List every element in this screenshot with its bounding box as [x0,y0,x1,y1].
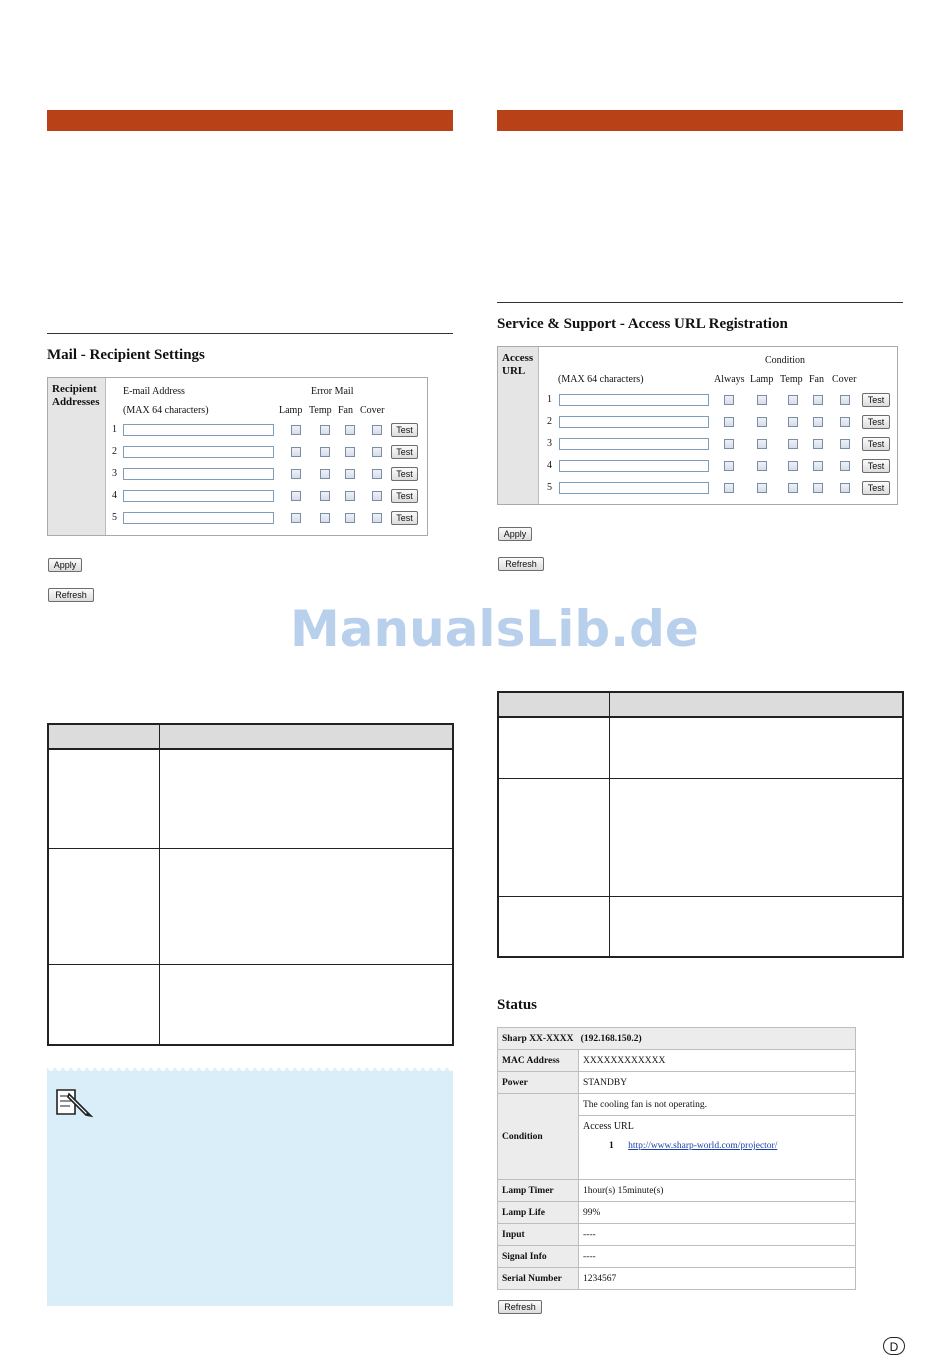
service-check-lamp[interactable] [757,483,767,493]
note-scallop-edge [47,1068,453,1074]
access-url-input[interactable] [559,416,709,428]
input-label: Input [498,1224,579,1246]
status-row-power [498,1072,856,1094]
access-url-link[interactable]: http://www.sharp-world.com/projector/ [628,1141,778,1151]
mail-check-fan[interactable] [345,447,355,457]
service-apply-button[interactable]: Apply [498,527,532,541]
mail-check-cover[interactable] [372,469,382,479]
status-row-condition [498,1094,856,1116]
note-box [47,1068,453,1306]
mail-row-number: 4 [112,490,117,501]
mail-check-fan[interactable] [345,425,355,435]
service-test-button[interactable]: Test [862,481,890,495]
left-divider [47,333,453,334]
service-check-always[interactable] [724,461,734,471]
mail-check-label-temp: Temp [309,405,332,416]
mail-apply-button[interactable]: Apply [48,558,82,572]
access-url-panel [497,346,898,505]
service-check-lamp[interactable] [757,417,767,427]
mail-email-input[interactable] [123,512,274,524]
service-check-always[interactable] [724,395,734,405]
service-check-cover[interactable] [840,461,850,471]
device-ip: (192.168.150.2) [580,1033,642,1044]
power-value: STANDBY [579,1072,856,1094]
service-check-label-lamp: Lamp [750,374,774,385]
service-row-number: 4 [547,460,552,471]
right-table-row-divider [499,896,902,897]
service-row-number: 2 [547,416,552,427]
service-row-number: 1 [547,394,552,405]
mail-email-input[interactable] [123,490,274,502]
mail-test-button[interactable]: Test [391,423,418,437]
status-title-row [498,1028,856,1050]
mail-check-cover[interactable] [372,491,382,501]
left-table-row-divider [49,848,452,849]
left-section-bar [47,110,453,131]
lamp-life-label: Lamp Life [498,1202,579,1224]
right-info-table [497,691,904,958]
status-table [497,1027,856,1290]
mail-check-label-cover: Cover [360,405,385,416]
status-heading: Status [497,997,538,1013]
mail-check-lamp[interactable] [291,513,301,523]
mail-check-temp[interactable] [320,491,330,501]
lamp-timer-label: Lamp Timer [498,1180,579,1202]
access-url-number: 1 [609,1141,614,1151]
condition-value: The cooling fan is not operating. [579,1094,856,1116]
mail-check-fan[interactable] [345,469,355,479]
service-test-button[interactable]: Test [862,415,890,429]
status-row-lamp-life [498,1202,856,1224]
mail-row-number: 1 [112,424,117,435]
lamp-timer-value: 1hour(s) 15minute(s) [579,1180,856,1202]
mail-col-email: E-mail Address [123,386,185,397]
mail-check-fan[interactable] [345,491,355,501]
service-col-condition: Condition [765,355,806,366]
status-row-lamp-timer [498,1180,856,1202]
right-divider [497,302,903,303]
mail-email-input[interactable] [123,446,274,458]
service-check-cover[interactable] [840,417,850,427]
service-check-label-cover: Cover [832,374,857,385]
mail-test-button[interactable]: Test [391,445,418,459]
service-row-number: 5 [547,482,552,493]
service-check-lamp[interactable] [757,395,767,405]
mail-check-lamp[interactable] [291,491,301,501]
mail-check-temp[interactable] [320,425,330,435]
service-check-fan[interactable] [813,417,823,427]
right-table-row-divider [499,778,902,779]
watermark: ManualsLib.de [290,600,699,658]
left-table-header [49,725,452,750]
access-url-label: Access URL [583,1121,634,1132]
status-row-mac [498,1050,856,1072]
device-name: Sharp XX-XXXX [502,1033,574,1044]
mail-check-temp[interactable] [320,469,330,479]
power-label: Power [498,1072,579,1094]
left-info-table [47,723,454,1046]
mac-address-value: XXXXXXXXXXXX [579,1050,856,1072]
mail-check-fan[interactable] [345,513,355,523]
mail-check-cover[interactable] [372,513,382,523]
mail-heading: Mail - Recipient Settings [47,347,205,363]
mail-col-max: (MAX 64 characters) [123,405,209,416]
service-check-lamp[interactable] [757,461,767,471]
service-refresh-button[interactable]: Refresh [498,557,544,571]
service-check-always[interactable] [724,417,734,427]
condition-label: Condition [498,1094,579,1180]
access-url-input[interactable] [559,482,709,494]
mail-check-cover[interactable] [372,425,382,435]
mail-check-lamp[interactable] [291,469,301,479]
mail-test-button[interactable]: Test [391,489,418,503]
right-section-bar [497,110,903,131]
mail-check-cover[interactable] [372,447,382,457]
service-col-max: (MAX 64 characters) [558,374,644,385]
serial-number-value: 1234567 [579,1268,856,1290]
input-value: ---- [579,1224,856,1246]
service-check-temp[interactable] [788,395,798,405]
service-check-temp[interactable] [788,439,798,449]
service-heading: Service & Support - Access URL Registration [497,316,788,332]
mail-col-error-mail: Error Mail [311,386,354,397]
status-row-signal-info [498,1246,856,1268]
status-row-serial [498,1268,856,1290]
service-check-temp[interactable] [788,461,798,471]
mail-check-label-lamp: Lamp [279,405,303,416]
service-check-lamp[interactable] [757,439,767,449]
mail-check-temp[interactable] [320,447,330,457]
mail-check-lamp[interactable] [291,447,301,457]
mail-recipient-panel [47,377,428,536]
access-url-input[interactable] [559,394,709,406]
status-refresh-button[interactable]: Refresh [498,1300,542,1314]
pencil-note-icon [53,1084,95,1120]
access-url-input[interactable] [559,438,709,450]
mail-check-temp[interactable] [320,513,330,523]
mail-row-number: 3 [112,468,117,479]
service-check-temp[interactable] [788,417,798,427]
service-test-button[interactable]: Test [862,393,890,407]
mail-email-input[interactable] [123,468,274,480]
mail-row-number: 5 [112,512,117,523]
serial-number-label: Serial Number [498,1268,579,1290]
access-url-input[interactable] [559,460,709,472]
service-side-label: Access URL [502,352,534,377]
mail-email-input[interactable] [123,424,274,436]
service-test-button[interactable]: Test [862,437,890,451]
right-table-header [499,693,902,718]
service-check-fan[interactable] [813,395,823,405]
mail-check-label-fan: Fan [338,405,353,416]
signal-info-label: Signal Info [498,1246,579,1268]
service-check-cover[interactable] [840,395,850,405]
service-check-cover[interactable] [840,483,850,493]
left-table-row-divider [49,964,452,965]
service-check-temp[interactable] [788,483,798,493]
service-row-number: 3 [547,438,552,449]
mail-test-button[interactable]: Test [391,467,418,481]
service-check-always[interactable] [724,483,734,493]
mail-check-lamp[interactable] [291,425,301,435]
mail-refresh-button[interactable]: Refresh [48,588,94,602]
service-check-cover[interactable] [840,439,850,449]
signal-info-value: ---- [579,1246,856,1268]
service-check-label-always: Always [714,374,745,385]
mail-side-label: Recipient Addresses [52,383,100,408]
service-check-fan[interactable] [813,461,823,471]
mail-row-number: 2 [112,446,117,457]
service-check-always[interactable] [724,439,734,449]
lamp-life-value: 99% [579,1202,856,1224]
status-row-input [498,1224,856,1246]
service-test-button[interactable]: Test [862,459,890,473]
page-code-badge: D [883,1337,905,1355]
service-check-fan[interactable] [813,483,823,493]
right-table-col-divider [609,693,610,956]
mac-address-label: MAC Address [498,1050,579,1072]
left-table-col-divider [159,725,160,1044]
mail-test-button[interactable]: Test [391,511,418,525]
service-check-fan[interactable] [813,439,823,449]
service-check-label-temp: Temp [780,374,803,385]
service-check-label-fan: Fan [809,374,824,385]
